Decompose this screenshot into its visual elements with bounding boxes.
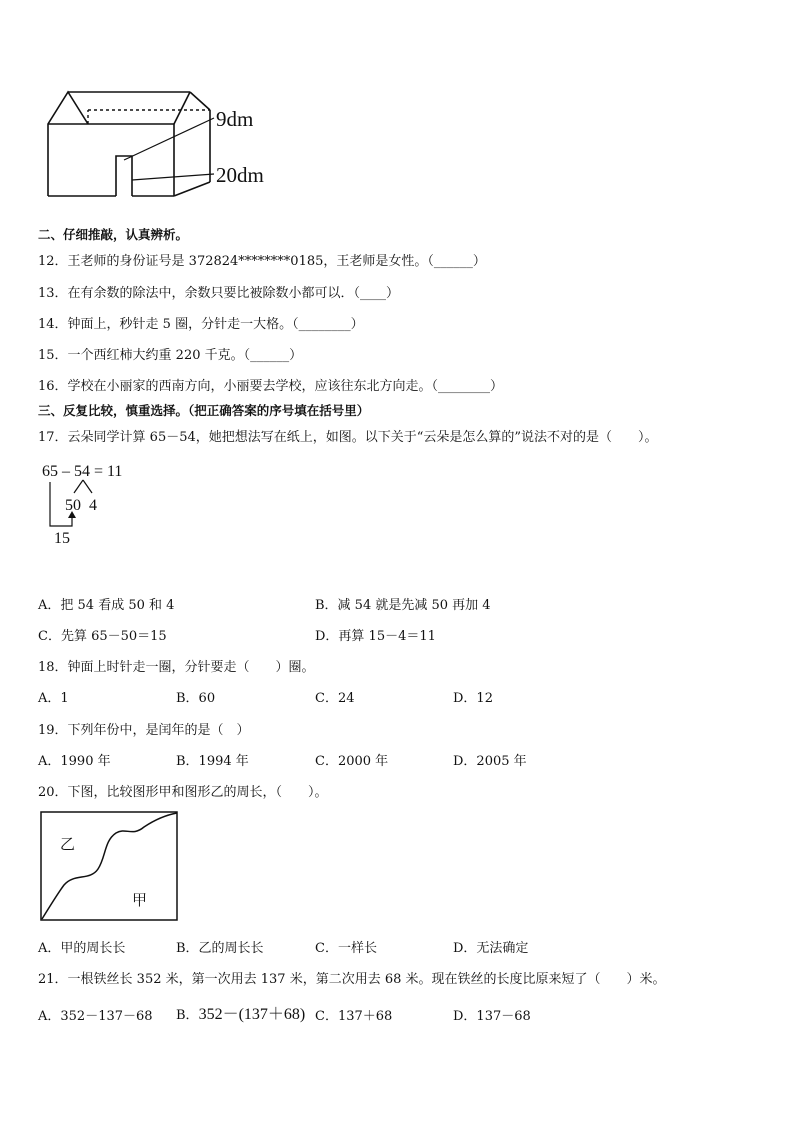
q20-shape-figure xyxy=(40,811,180,923)
q21-option-c: C．137＋68 xyxy=(315,1009,393,1024)
house-door xyxy=(116,156,132,196)
q20-option-b: B．乙的周长长 xyxy=(176,941,264,956)
question-12: 12．王老师的身份证号是 372824********0185，王老师是女性。（______） xyxy=(38,254,486,269)
house-figure xyxy=(40,88,280,203)
question-21-stem: 21．一根铁丝长 352 米，第一次用去 137 米，第二次用去 68 米。现在铁丝的长度比原来短了（ ）米。 xyxy=(38,972,666,987)
q20-label-yi: 乙 xyxy=(60,837,76,853)
question-14: 14．钟面上，秒针走 5 圈，分针走一大格。（________） xyxy=(38,317,364,332)
leader-20dm xyxy=(132,174,214,180)
q17-num-4: 4 xyxy=(89,497,97,514)
q20-dividing-curve xyxy=(42,813,177,919)
label-20dm: 20dm xyxy=(216,163,264,187)
question-13: 13．在有余数的除法中，余数只要比被除数小都可以．（____） xyxy=(38,286,400,301)
q21-option-b-expression: 352－(137＋68) xyxy=(198,1006,306,1023)
q19-option-d: D．2005 年 xyxy=(453,754,527,769)
section2-heading: 二、仔细推敲，认真辨析。 xyxy=(38,227,189,242)
q17-option-d: D．再算 15－4＝11 xyxy=(315,629,436,644)
q17-option-a: A．把 54 看成 50 和 4 xyxy=(38,598,175,613)
q21-option-a: A．352－137－68 xyxy=(38,1009,153,1024)
q20-label-jia: 甲 xyxy=(132,893,148,909)
q17-option-b: B．减 54 就是先减 50 再加 4 xyxy=(315,598,491,613)
question-20-stem: 20．下图，比较图形甲和图形乙的周长，（ ）。 xyxy=(38,785,328,800)
q19-option-a: A．1990 年 xyxy=(38,754,111,769)
q18-option-c: C．24 xyxy=(315,691,355,706)
q17-calculation-figure xyxy=(38,458,148,548)
question-18-stem: 18．钟面上时针走一圈，分针要走（ ）圈。 xyxy=(38,660,315,675)
section3-heading: 三、反复比较，慎重选择。（把正确答案的序号填在括号里） xyxy=(38,403,370,418)
q20-option-a: A．甲的周长长 xyxy=(38,941,126,956)
q20-rectangle xyxy=(41,812,177,920)
q20-option-d: D．无法确定 xyxy=(453,941,529,956)
q18-option-b: B．60 xyxy=(176,691,216,706)
q19-option-b: B．1994 年 xyxy=(176,754,249,769)
q17-option-c: C．先算 65－50＝15 xyxy=(38,629,167,644)
q21-option-b-letter: B． xyxy=(176,1008,199,1023)
question-15: 15．一个西红柿大约重 220 千克。（______） xyxy=(38,348,303,363)
question-17-stem: 17．云朵同学计算 65－54，她把想法写在纸上，如图。以下关于“云朵是怎么算的”说法不对的是（ ）。 xyxy=(38,430,658,445)
label-9dm: 9dm xyxy=(216,107,254,131)
house-front-outline xyxy=(48,92,88,196)
q17-num-15: 15 xyxy=(54,530,70,547)
q17-num-50: 50 xyxy=(65,497,81,514)
question-16: 16．学校在小丽家的西南方向，小丽要去学校，应该往东北方向走。（________） xyxy=(38,379,504,394)
q18-option-a: A．1 xyxy=(38,691,69,706)
question-19-stem: 19．下列年份中，是闰年的是（ ） xyxy=(38,723,250,738)
q17-branch-right xyxy=(83,480,92,493)
q17-equation: 65 – 54 = 11 xyxy=(42,463,123,480)
q18-option-d: D．12 xyxy=(453,691,493,706)
q21-option-b xyxy=(176,1001,305,1024)
q21-option-d: D．137－68 xyxy=(453,1009,531,1024)
q20-option-c: C．一样长 xyxy=(315,941,377,956)
q19-option-c: C．2000 年 xyxy=(315,754,389,769)
q17-branch-left xyxy=(74,480,83,493)
